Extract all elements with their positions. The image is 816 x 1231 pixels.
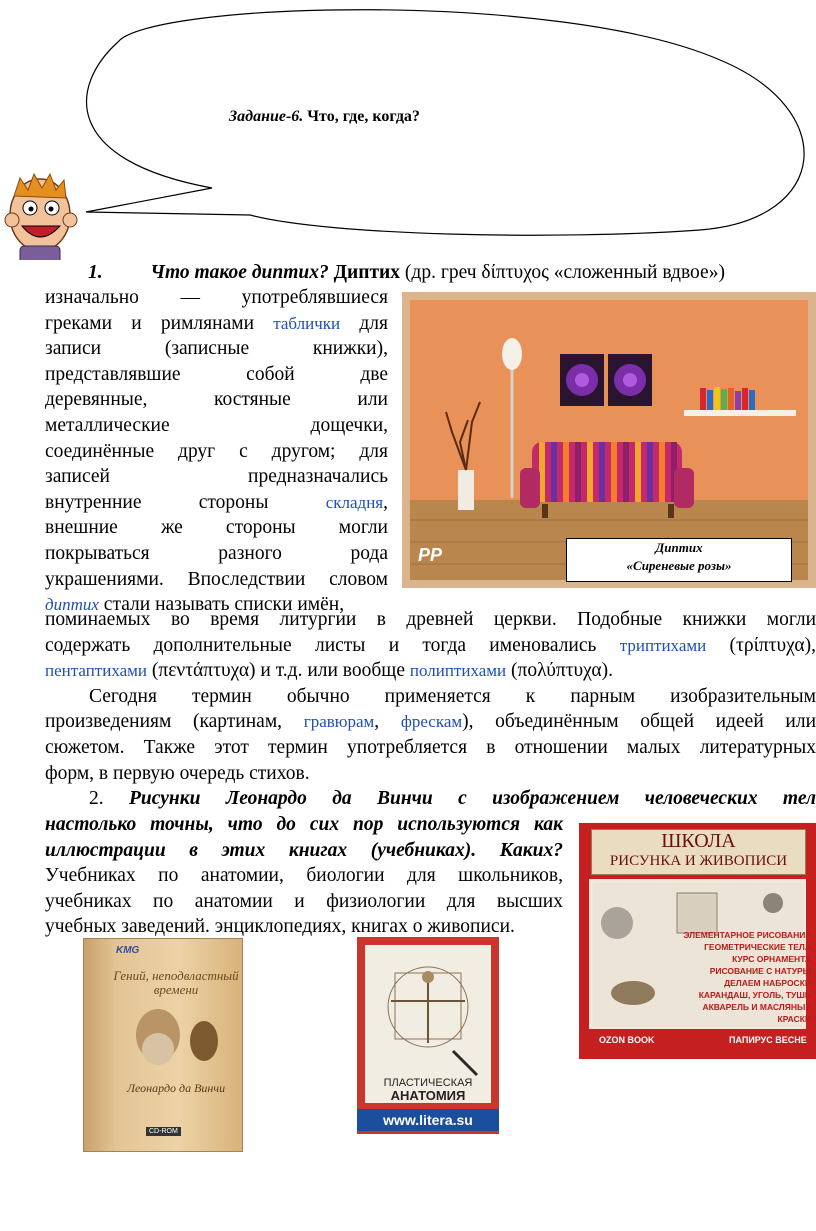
q1-line-4: металлические дощечки, xyxy=(45,414,388,436)
book-anat-title-2: АНАТОМИЯ xyxy=(390,1088,466,1103)
book-plastic-anatomy xyxy=(357,937,499,1134)
book-school-of-drawing xyxy=(579,823,816,1059)
q2-answer-line-2: учебниках по анатомии и физиологии для высших xyxy=(45,890,563,912)
book-leo-badge: CD-ROM xyxy=(146,1127,181,1136)
q1-line-diptih: диптих стали называть списки имён, xyxy=(45,594,345,616)
link-gravyuram[interactable]: гравюрам xyxy=(303,712,375,732)
leonardo-portrait xyxy=(124,1001,224,1071)
book-school-publisher-1: OZON BOOK xyxy=(599,1035,655,1045)
task-title xyxy=(229,108,420,126)
q1-number: 1. xyxy=(88,262,103,283)
q1-line-0: изначально — употреблявшиеся xyxy=(45,287,388,308)
q1-line-5: соединённые друг с другом; для xyxy=(45,440,388,462)
caption-line-2: «Сиреневые розы» xyxy=(626,558,732,573)
q2-question-line-1: Рисунки Леонардо да Винчи с изображением человеческих тел xyxy=(128,788,816,809)
q1-line-greks: греками и римлянами таблички для xyxy=(45,312,389,334)
q2-question-line-2: настолько точны, что до сих пор используются как xyxy=(45,814,563,835)
q1-line-1: записи (записные книжки), xyxy=(45,338,388,360)
book-anat-title-1: ПЛАСТИЧЕСКАЯ xyxy=(383,1077,473,1089)
book-school-item: РИСОВАНИЕ С НАТУРЫ xyxy=(709,966,811,976)
q1-para2-line-3: сюжетом. Также этот термин употребляется в отношении малых литературных xyxy=(45,736,816,758)
q1-line-inner: внутренние стороны складня, xyxy=(45,491,388,513)
q1-line-7: внешние же стороны могли xyxy=(45,517,388,539)
link-freskam[interactable]: фрескам xyxy=(400,712,463,732)
q2-column xyxy=(45,812,563,940)
link-tablichki[interactable]: таблички xyxy=(273,313,341,333)
q1-line-8: покрываться разного рода xyxy=(45,542,388,564)
q1-line-2: представлявшие собой две xyxy=(45,363,388,385)
book-leo-author: Леонардо да Винчи xyxy=(126,1081,226,1095)
book-school-item: КАРАНДАШ, УГОЛЬ, ТУШЬ xyxy=(698,990,811,1000)
link-skladnya[interactable]: складня xyxy=(325,492,384,512)
book-school-title-1: ШКОЛА xyxy=(661,830,736,852)
book-anat-url[interactable]: www.litera.su xyxy=(357,1109,499,1131)
q1-term: Диптих xyxy=(333,262,401,283)
q2-question-line-3: иллюстрации в этих книгах (учебниках). Каких? xyxy=(45,839,563,861)
book-school-item: ГЕОМЕТРИЧЕСКИЕ ТЕЛА xyxy=(704,942,811,952)
book-school-publisher-2: ПАПИРУС ВЕСНЕ xyxy=(729,1035,807,1045)
book-school-title-2: РИСУНКА И ЖИВОПИСИ xyxy=(609,853,788,869)
q1-full-line-1: поминаемых во время литургии в древней церкви. Подобные книжки могли xyxy=(45,609,816,630)
q2-number: 2. xyxy=(89,788,104,809)
q1-narrow-column xyxy=(45,285,388,618)
link-pentaptih[interactable]: пентаптихами xyxy=(45,661,147,681)
q2-first-line xyxy=(45,786,816,812)
q1-full-line-3: пентаптихами (πεντάπτυχα) и т.д. или вообще полиптихами (πολύπτυχα). xyxy=(45,660,613,682)
q1-para2-line-2: произведениям (картинам, гравюрам, фрескам), объединённым общей идеей или xyxy=(45,711,816,733)
q1-line-9: украшениями. Впоследствии словом xyxy=(45,568,388,590)
link-triptih[interactable]: триптихами xyxy=(619,635,707,655)
cartoon-boy-icon xyxy=(5,174,77,260)
q1-full-line-2: содержать дополнительные листы и тогда именовались триптихами (τρίπτυχα), xyxy=(45,634,816,656)
q1-para2-line-1: Сегодня термин обычно применяется к парным изобразительным xyxy=(89,685,816,707)
image-watermark: PP xyxy=(418,545,443,565)
q2-answer-line-1: Учебниках по анатомии, биологии для школьников, xyxy=(45,865,563,887)
link-poliptih[interactable]: полиптихами xyxy=(409,661,507,681)
book-leo-title: Гений, неподвластный времени xyxy=(113,968,239,997)
q1-line-3: деревянные, костяные или xyxy=(45,389,388,411)
q2-answer-line-3: учебных заведений. энциклопедиях, книгах о живописи. xyxy=(45,916,515,938)
book-school-item: АКВАРЕЛЬ И МАСЛЯНЫЕ КРАСКИ xyxy=(702,1002,811,1024)
link-diptih[interactable]: диптих xyxy=(45,595,99,615)
task-label: Задание-6. xyxy=(229,108,304,125)
q1-line-6: записей предназначались xyxy=(45,466,388,488)
q1-greek-intro: (др. греч δίπτυχος «сложенный вдвое») xyxy=(404,262,725,283)
book-leonardo xyxy=(83,938,243,1152)
q1-para2-line-4: форм, в первую очередь стихов. xyxy=(45,762,310,784)
book-school-item: ДЕЛАЕМ НАБРОСКИ xyxy=(724,978,811,988)
speech-bubble xyxy=(0,0,816,260)
q1-full-width xyxy=(45,607,816,786)
book-leo-brand: KMG xyxy=(116,945,140,956)
book-school-item: КУРС ОРНАМЕНТА xyxy=(732,954,811,964)
q1-question: Что такое диптих? xyxy=(150,262,329,283)
book-school-item: ЭЛЕМЕНТАРНОЕ РИСОВАНИЕ xyxy=(683,930,811,940)
vitruvian-man-sketch xyxy=(373,951,483,1083)
task-heading: Что, где, когда? xyxy=(307,108,420,125)
caption-line-1: Диптих xyxy=(655,540,703,555)
q1-heading-line xyxy=(88,260,816,286)
image-caption xyxy=(566,538,792,582)
